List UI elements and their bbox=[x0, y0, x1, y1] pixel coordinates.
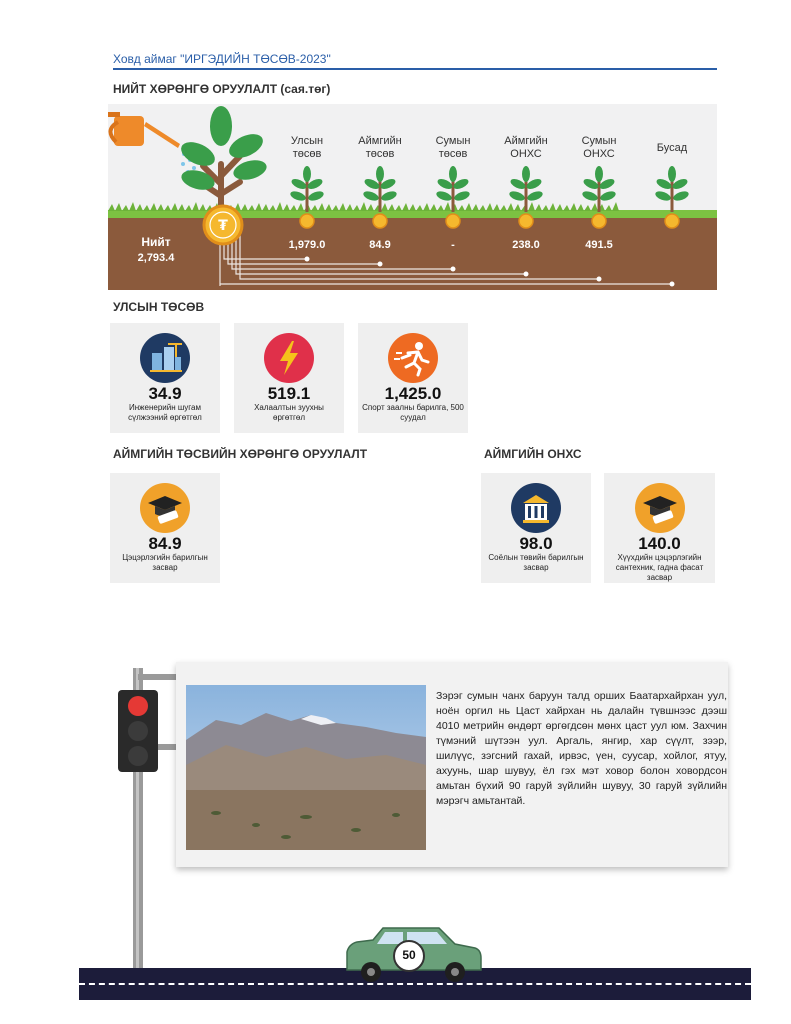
budget-card bbox=[481, 473, 591, 583]
runner-icon bbox=[388, 333, 438, 383]
total-value: 2,793.4 bbox=[137, 252, 175, 264]
mountain-photo bbox=[186, 685, 426, 850]
card-value: 98.0 bbox=[519, 534, 553, 553]
budget-card bbox=[110, 473, 220, 583]
card-value: 84.9 bbox=[148, 534, 182, 553]
aimag-budget-title: АЙМГИЙН ТӨСВИЙН ХӨРӨНГӨ ОРУУЛАЛТ bbox=[113, 447, 368, 461]
svg-text:₮: ₮ bbox=[218, 218, 228, 234]
card-description: Соёлын төвийн барилгын засвар bbox=[488, 553, 584, 572]
investment-scene bbox=[108, 104, 717, 290]
building-icon bbox=[140, 333, 190, 383]
category-label: Бусад bbox=[656, 142, 688, 154]
graduation-icon bbox=[635, 483, 685, 533]
category-value: 491.5 bbox=[585, 239, 613, 251]
card-value: 140.0 bbox=[638, 534, 681, 553]
document-header-title: Ховд аймаг "ИРГЭДИЙН ТӨСӨВ-2023" bbox=[113, 52, 331, 66]
state-budget-title: УЛСЫН ТӨСӨВ bbox=[113, 300, 205, 314]
category-label: Аймгийн төсөв bbox=[358, 135, 402, 160]
header-divider bbox=[113, 68, 717, 70]
info-description: Зэрэг сумын чанх баруун талд орших Баатархайрхан уул, ноён оргил нь Цаст хайрхан нь далайн түвшнээс дээш 4010 метрийн өндөрт өргөгдсөн мөнх цаст уул юм. Захчин түмэний шүтээн уул. Аргаль, янгир, хар сүүлт, зээр, шилүүс, зэгсний гахай, ирвэс, үен, суусар, хойлог, ятуу, ахуунь, шар шувуу, ёл гэх мэт ховор болон ховордсон амьтан бүхий 90 гаруй зүйлийн шувуу, 30 гаруй зүйлийн мэрэгч амьтантай. bbox=[436, 690, 727, 807]
card-description: Хүүхдийн цэцэрлэгийн сантехник, гадна фасат засвар bbox=[615, 553, 704, 582]
category-value: 1,979.0 bbox=[288, 239, 326, 251]
investment-title: НИЙТ ХӨРӨНГӨ ОРУУЛАЛТ (сая.төг) bbox=[113, 82, 331, 96]
category-value: 84.9 bbox=[369, 239, 391, 251]
card-description: Инженерийн шугам сүлжээний өргөтгөл bbox=[128, 403, 202, 422]
budget-card bbox=[234, 323, 344, 433]
category-label: Сумын төсөв bbox=[435, 135, 471, 160]
category-value: 238.0 bbox=[512, 239, 540, 251]
speed-badge: 50 bbox=[402, 948, 416, 962]
budget-card bbox=[604, 473, 715, 583]
total-label: Нийт bbox=[141, 235, 171, 249]
tugrik-coin-icon bbox=[204, 206, 242, 244]
theater-icon bbox=[511, 483, 561, 533]
traffic-light-icon bbox=[110, 660, 180, 980]
graduation-icon bbox=[140, 483, 190, 533]
category-value: - bbox=[451, 239, 455, 251]
category-label: Сумын ОНХС bbox=[581, 135, 617, 160]
category-label: Улсын төсөв bbox=[290, 135, 324, 160]
category-label: Аймгийн ОНХС bbox=[504, 135, 548, 160]
budget-card bbox=[110, 323, 220, 433]
card-value: 519.1 bbox=[267, 384, 311, 403]
card-description: Халаалтын зуухны өргөтгөл bbox=[254, 403, 324, 422]
budget-card bbox=[358, 323, 468, 433]
card-value: 34.9 bbox=[148, 384, 182, 403]
investment-infographic bbox=[108, 104, 717, 290]
card-description: Цэцэрлэгийн барилгын засвар bbox=[122, 553, 208, 572]
lightning-icon bbox=[264, 333, 314, 383]
card-value: 1,425.0 bbox=[384, 384, 442, 403]
aimag-onhs-title: АЙМГИЙН ОНХС bbox=[484, 447, 582, 461]
card-description: Спорт заалны барилга, 500 суудал bbox=[362, 403, 464, 422]
